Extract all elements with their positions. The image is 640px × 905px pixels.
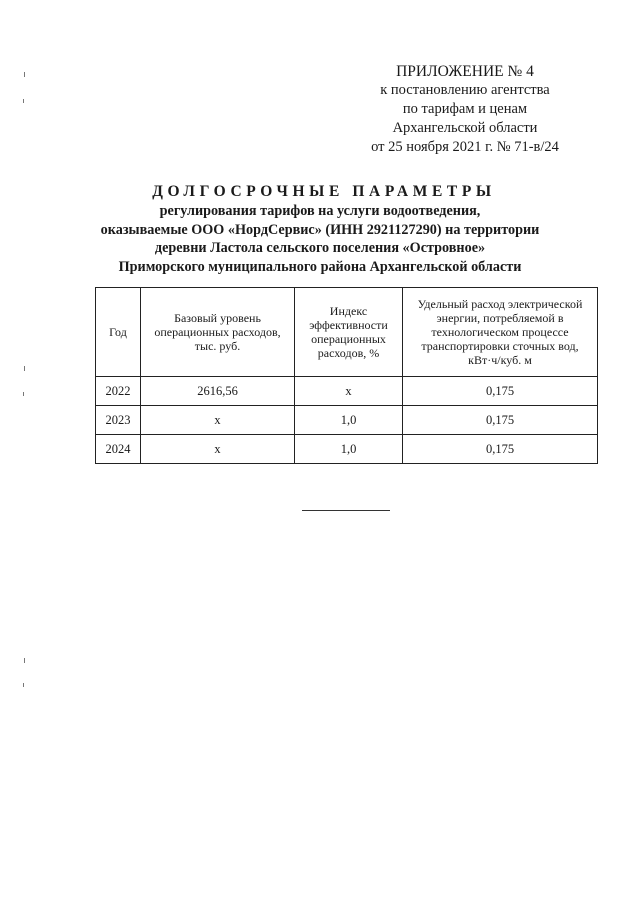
appendix-number: ПРИЛОЖЕНИЕ № 4: [396, 63, 534, 80]
scan-mark: [24, 658, 25, 663]
cell-index: 1,0: [295, 406, 403, 435]
table-header-row: [96, 288, 598, 377]
scan-mark: [23, 683, 24, 687]
cell-energy: 0,175: [403, 435, 598, 464]
title-line: Приморского муниципального района Архангельской области: [118, 258, 522, 275]
appendix-line: Архангельской области: [392, 120, 538, 136]
cell-energy: 0,175: [403, 377, 598, 406]
header-energy-consumption: Удельный расход электрической энергии, потребляемой в технологическом процессе транспортировки сточных вод, кВт·ч/куб. м: [403, 288, 598, 377]
title-line: оказываемые ООО «НордСервис» (ИНН 2921127290) на территории: [100, 221, 540, 238]
cell-base: 2616,56: [141, 377, 295, 406]
cell-base: х: [141, 406, 295, 435]
separator-line: [302, 510, 390, 511]
title-line: регулирования тарифов на услуги водоотведения,: [159, 203, 481, 219]
header-base-opex: Базовый уровень операционных расходов, тыс. руб.: [141, 288, 295, 377]
appendix-line: по тарифам и ценам: [402, 101, 528, 117]
scan-mark: [24, 72, 25, 77]
parameters-table: [95, 287, 598, 464]
table-row: [96, 406, 598, 435]
document-title: [0, 182, 640, 276]
header-year: Год: [96, 288, 141, 377]
cell-base: х: [141, 435, 295, 464]
appendix-line: к постановлению агентства: [380, 82, 550, 98]
appendix-header: [340, 62, 590, 157]
scan-mark: [23, 99, 24, 103]
cell-index: 1,0: [295, 435, 403, 464]
title-main: ДОЛГОСРОЧНЫЕ ПАРАМЕТРЫ: [152, 183, 496, 200]
table-row: [96, 435, 598, 464]
cell-energy: 0,175: [403, 406, 598, 435]
cell-year: 2024: [96, 435, 141, 464]
header-efficiency-index: Индекс эффективности операционных расходов, %: [295, 288, 403, 377]
scan-mark: [23, 392, 24, 396]
appendix-date: от 25 ноября 2021 г. № 71-в/24: [371, 139, 559, 155]
cell-index: х: [295, 377, 403, 406]
title-line: деревни Ластола сельского поселения «Островное»: [154, 240, 486, 256]
scan-mark: [24, 366, 25, 371]
cell-year: 2022: [96, 377, 141, 406]
table-row: [96, 377, 598, 406]
cell-year: 2023: [96, 406, 141, 435]
